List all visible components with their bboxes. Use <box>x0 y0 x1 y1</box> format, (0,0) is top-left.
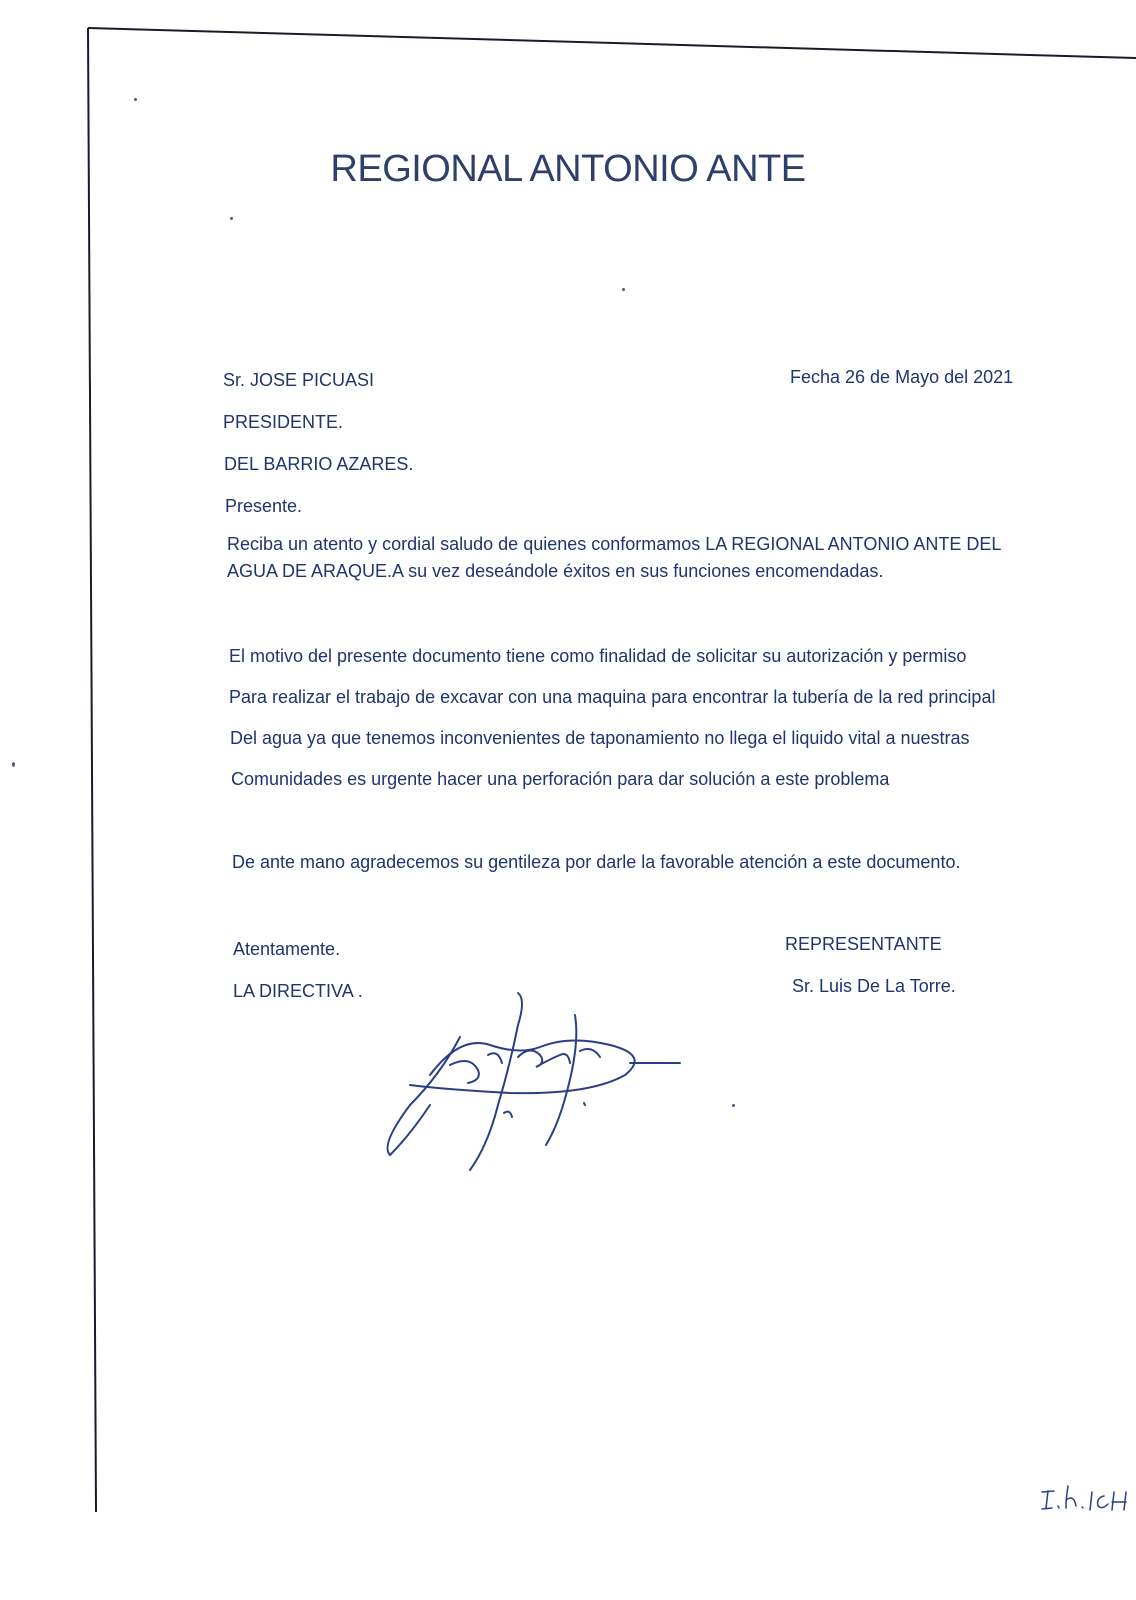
representative-title: REPRESENTANTE <box>785 934 942 954</box>
presente-line: Presente. <box>225 496 303 516</box>
letter-date: Fecha 26 de Mayo del 2021 <box>790 367 1014 387</box>
scan-speck <box>230 217 233 220</box>
scan-speck <box>622 288 625 291</box>
representative-name: Sr. Luis De La Torre. <box>792 976 956 996</box>
thanks-paragraph: De ante mano agradecemos su gentileza por darle la favorable atención a este documento. <box>232 852 961 872</box>
closing-organization: LA DIRECTIVA . <box>233 981 363 1001</box>
recipient-name: Sr. JOSE PICUASI <box>223 370 375 390</box>
greeting-paragraph-line-1: Reciba un atento y cordial saludo de quienes conformamos LA REGIONAL ANTONIO ANTE DEL <box>227 534 1002 554</box>
greeting-paragraph-line-2: AGUA DE ARAQUE.A su vez deseándole éxitos en sus funciones encomendadas. <box>227 561 884 581</box>
request-paragraph-line-1: El motivo del presente documento tiene como finalidad de solicitar su autorización y permiso <box>229 646 967 666</box>
scan-speck <box>12 762 15 767</box>
recipient-organization: DEL BARRIO AZARES. <box>224 454 414 474</box>
request-paragraph-line-3: Del agua ya que tenemos inconvenientes de taponamiento no llega el liquido vital a nuestras <box>230 728 970 748</box>
handwritten-initials <box>1040 1482 1130 1516</box>
scan-speck <box>732 1104 735 1107</box>
request-paragraph-line-2: Para realizar el trabajo de excavar con una maquina para encontrar la tubería de la red principal <box>229 687 996 707</box>
closing-salutation: Atentamente. <box>233 939 341 959</box>
scan-speck <box>134 98 137 101</box>
letter-title: REGIONAL ANTONIO ANTE <box>330 148 806 190</box>
request-paragraph-line-4: Comunidades es urgente hacer una perforación para dar solución a este problema <box>231 769 890 789</box>
recipient-role: PRESIDENTE. <box>223 412 344 432</box>
handwritten-signature <box>370 985 690 1175</box>
